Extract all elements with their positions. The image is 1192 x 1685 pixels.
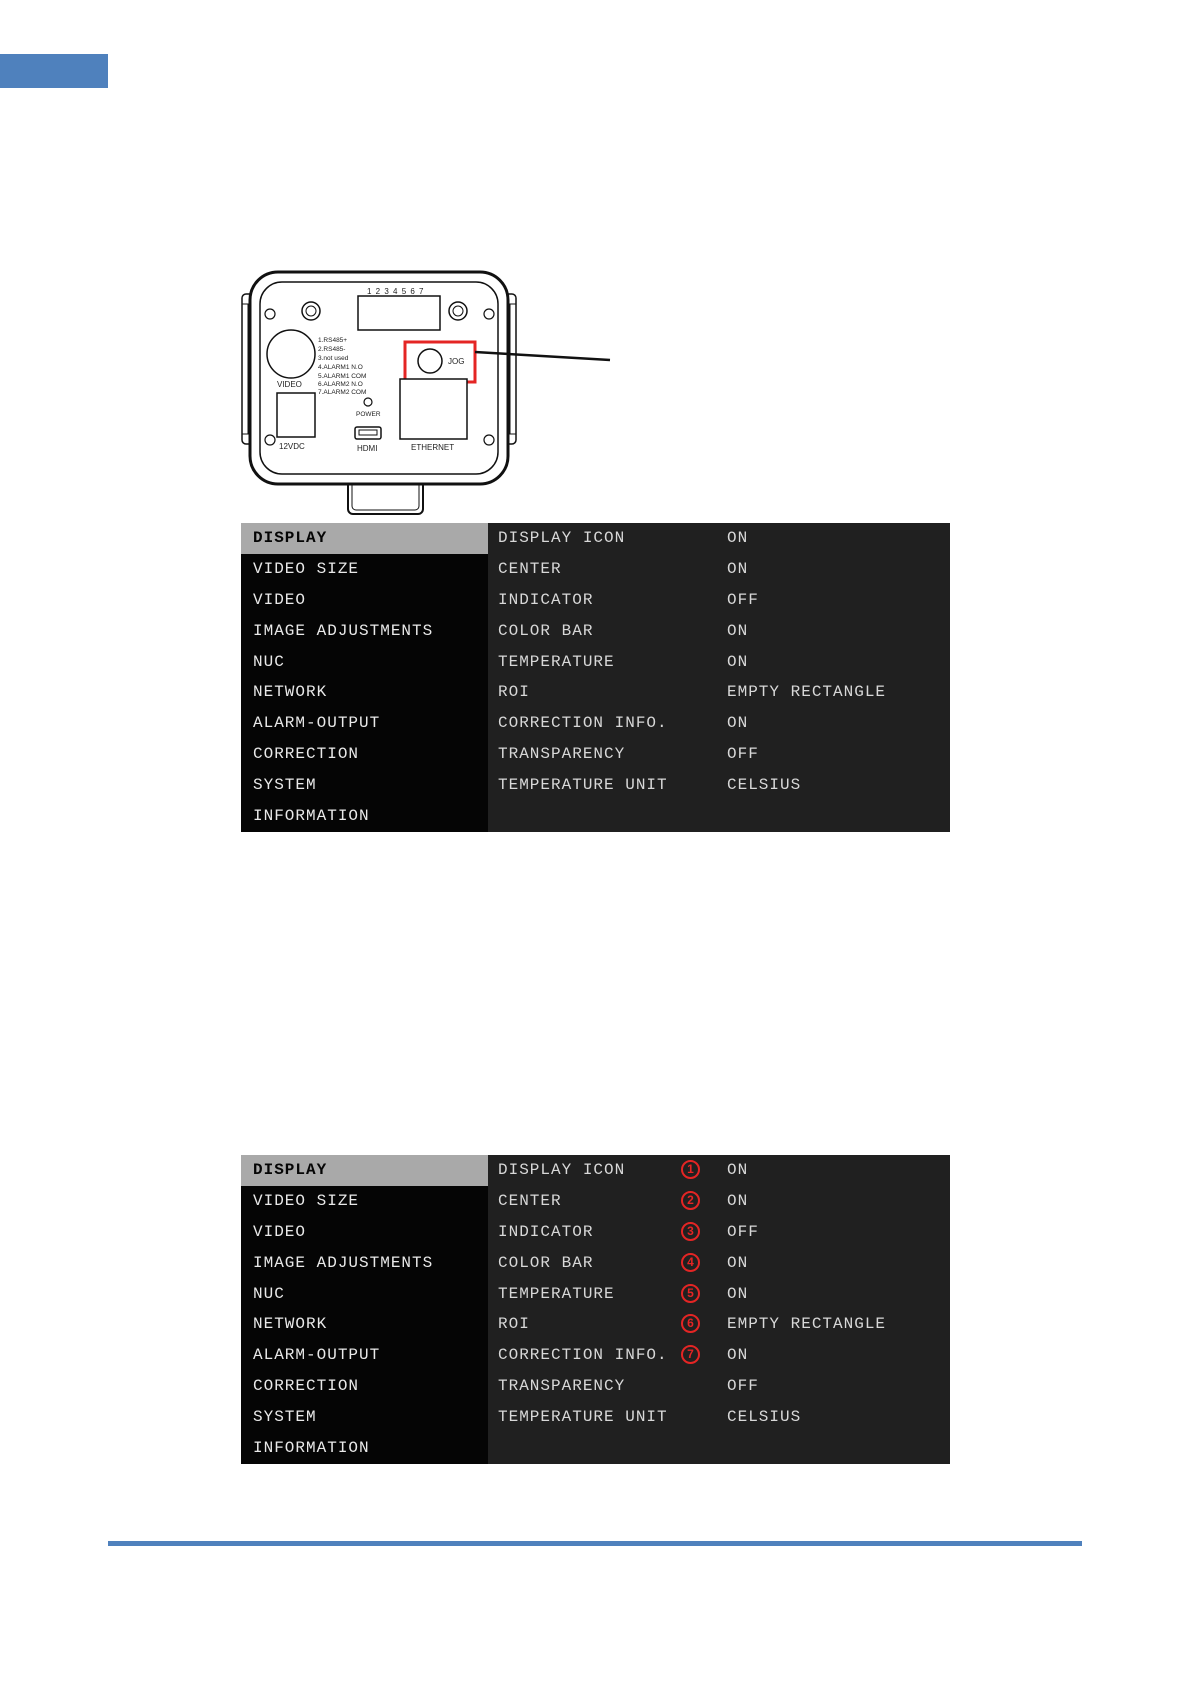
setting-value[interactable]: OFF xyxy=(727,1377,759,1396)
setting-value[interactable]: ON xyxy=(727,1284,749,1303)
jog-button xyxy=(418,349,442,373)
setting-value[interactable]: CELSIUS xyxy=(727,1408,802,1427)
hdmi-label: HDMI xyxy=(357,444,378,453)
setting-label: DISPLAY ICON xyxy=(498,529,626,547)
setting-label: TEMPERATURE UNIT xyxy=(498,776,668,795)
osd-category-video[interactable]: VIDEO xyxy=(253,1222,307,1241)
osd-category-image-adjustments[interactable]: IMAGE ADJUSTMENTS xyxy=(253,621,434,640)
setting-label: TRANSPARENCY xyxy=(498,745,626,764)
callout-number-marker: 2 xyxy=(681,1191,700,1210)
setting-value[interactable]: CELSIUS xyxy=(727,776,802,795)
setting-label: TRANSPARENCY xyxy=(498,1377,626,1396)
callout-number-marker: 5 xyxy=(681,1284,700,1303)
setting-label: ROI xyxy=(498,1315,530,1334)
osd-category-correction[interactable]: CORRECTION xyxy=(253,1377,360,1396)
callout-number-marker: 3 xyxy=(681,1222,700,1241)
pin-legend-7: 7.ALARM2 COM xyxy=(318,389,367,396)
setting-value[interactable]: ON xyxy=(727,621,749,640)
setting-value[interactable]: ON xyxy=(727,1253,749,1272)
dc-power-connector xyxy=(277,393,315,437)
osd-category-information[interactable]: INFORMATION xyxy=(253,807,370,826)
osd-category-alarm-output[interactable]: ALARM-OUTPUT xyxy=(253,1346,381,1365)
setting-label: ROI xyxy=(498,683,530,702)
screw-top-left xyxy=(302,302,320,320)
osd-category-list xyxy=(241,1155,488,1464)
setting-label: TEMPERATURE UNIT xyxy=(498,1408,668,1427)
setting-label: CENTER xyxy=(498,1191,562,1210)
osd-setting-row[interactable] xyxy=(488,739,950,770)
setting-value[interactable]: ON xyxy=(727,529,749,547)
setting-label: DISPLAY ICON xyxy=(498,1161,626,1179)
osd-category-correction[interactable]: CORRECTION xyxy=(253,745,360,764)
jog-label: JOG xyxy=(448,357,465,366)
osd-settings-panel xyxy=(488,1155,950,1464)
osd-category-information[interactable]: INFORMATION xyxy=(253,1439,370,1458)
screw-top-right xyxy=(449,302,467,320)
video-connector xyxy=(267,330,315,378)
setting-label: CENTER xyxy=(498,559,562,578)
osd-setting-row[interactable] xyxy=(488,708,950,739)
callout-number-marker: 7 xyxy=(681,1345,700,1364)
osd-setting-row[interactable] xyxy=(488,523,950,554)
callout-number-marker: 1 xyxy=(681,1160,700,1179)
osd-category-display[interactable]: DISPLAY xyxy=(241,1155,488,1186)
pin-legend-3: 3.not used xyxy=(318,355,349,362)
osd-menu-display-annotated xyxy=(241,1155,950,1464)
osd-setting-row[interactable] xyxy=(488,616,950,647)
camera-rear-panel-drawing xyxy=(240,264,640,524)
pin-legend-6: 6.ALARM2 N.O xyxy=(318,381,363,388)
pin-legend-1: 1.RS485+ xyxy=(318,337,348,344)
setting-value[interactable]: OFF xyxy=(727,1222,759,1241)
power-label: POWER xyxy=(356,411,381,418)
setting-value[interactable]: OFF xyxy=(727,745,759,764)
setting-value[interactable]: ON xyxy=(727,1346,749,1365)
pin-legend-5: 5.ALARM1 COM xyxy=(318,373,367,380)
setting-value[interactable]: EMPTY RECTANGLE xyxy=(727,683,887,702)
setting-label: TEMPERATURE xyxy=(498,652,615,671)
power-led xyxy=(364,398,372,406)
setting-label: COLOR BAR xyxy=(498,621,594,640)
osd-category-network[interactable]: NETWORK xyxy=(253,1315,328,1334)
callout-number-marker: 4 xyxy=(681,1253,700,1272)
setting-value[interactable]: ON xyxy=(727,1161,749,1179)
setting-label: TEMPERATURE xyxy=(498,1284,615,1303)
osd-category-video-size[interactable]: VIDEO SIZE xyxy=(253,559,360,578)
pin-legend-4: 4.ALARM1 N.O xyxy=(318,364,363,371)
setting-label: CORRECTION INFO. xyxy=(498,714,668,733)
osd-menu-display xyxy=(241,523,950,832)
setting-label: INDICATOR xyxy=(498,590,594,609)
osd-category-display[interactable]: DISPLAY xyxy=(241,523,488,554)
osd-setting-row[interactable] xyxy=(488,1340,950,1371)
osd-setting-row[interactable] xyxy=(488,1155,950,1186)
osd-setting-row[interactable] xyxy=(488,554,950,585)
setting-value[interactable]: OFF xyxy=(727,590,759,609)
section-tab-marker xyxy=(0,54,108,88)
setting-value[interactable]: ON xyxy=(727,714,749,733)
setting-value[interactable]: ON xyxy=(727,1191,749,1210)
pin-legend-2: 2.RS485- xyxy=(318,346,346,353)
osd-setting-row[interactable] xyxy=(488,1309,950,1340)
setting-label: INDICATOR xyxy=(498,1222,594,1241)
setting-value[interactable]: ON xyxy=(727,652,749,671)
osd-category-alarm-output[interactable]: ALARM-OUTPUT xyxy=(253,714,381,733)
osd-category-nuc[interactable]: NUC xyxy=(253,652,285,671)
dc-label: 12VDC xyxy=(279,442,305,451)
osd-category-video[interactable]: VIDEO xyxy=(253,590,307,609)
osd-setting-row[interactable] xyxy=(488,770,950,801)
osd-setting-row[interactable] xyxy=(488,1248,950,1279)
camera-rear-panel-figure xyxy=(240,264,640,524)
osd-setting-row[interactable] xyxy=(488,647,950,678)
osd-category-list xyxy=(241,523,488,832)
setting-value[interactable]: ON xyxy=(727,559,749,578)
footer-rule xyxy=(108,1541,1082,1546)
pin-numbers-label: 1 2 3 4 5 6 7 xyxy=(367,287,425,296)
setting-label: CORRECTION INFO. xyxy=(498,1346,668,1365)
osd-setting-row[interactable] xyxy=(488,1186,950,1217)
osd-category-image-adjustments[interactable]: IMAGE ADJUSTMENTS xyxy=(253,1253,434,1272)
callout-number-marker: 6 xyxy=(681,1314,700,1333)
osd-setting-row[interactable] xyxy=(488,1217,950,1248)
osd-settings-panel xyxy=(488,523,950,832)
video-label: VIDEO xyxy=(277,380,302,389)
setting-label: COLOR BAR xyxy=(498,1253,594,1272)
osd-category-network[interactable]: NETWORK xyxy=(253,683,328,702)
setting-value[interactable]: EMPTY RECTANGLE xyxy=(727,1315,887,1334)
osd-setting-row[interactable] xyxy=(488,585,950,616)
osd-category-system[interactable]: SYSTEM xyxy=(253,776,317,795)
osd-setting-row[interactable] xyxy=(488,677,950,708)
osd-setting-row[interactable] xyxy=(488,1279,950,1310)
osd-category-video-size[interactable]: VIDEO SIZE xyxy=(253,1191,360,1210)
osd-setting-row[interactable] xyxy=(488,1402,950,1433)
osd-category-system[interactable]: SYSTEM xyxy=(253,1408,317,1427)
ethernet-connector xyxy=(400,379,467,439)
osd-category-nuc[interactable]: NUC xyxy=(253,1284,285,1303)
ethernet-label: ETHERNET xyxy=(411,443,455,452)
osd-setting-row[interactable] xyxy=(488,1371,950,1402)
